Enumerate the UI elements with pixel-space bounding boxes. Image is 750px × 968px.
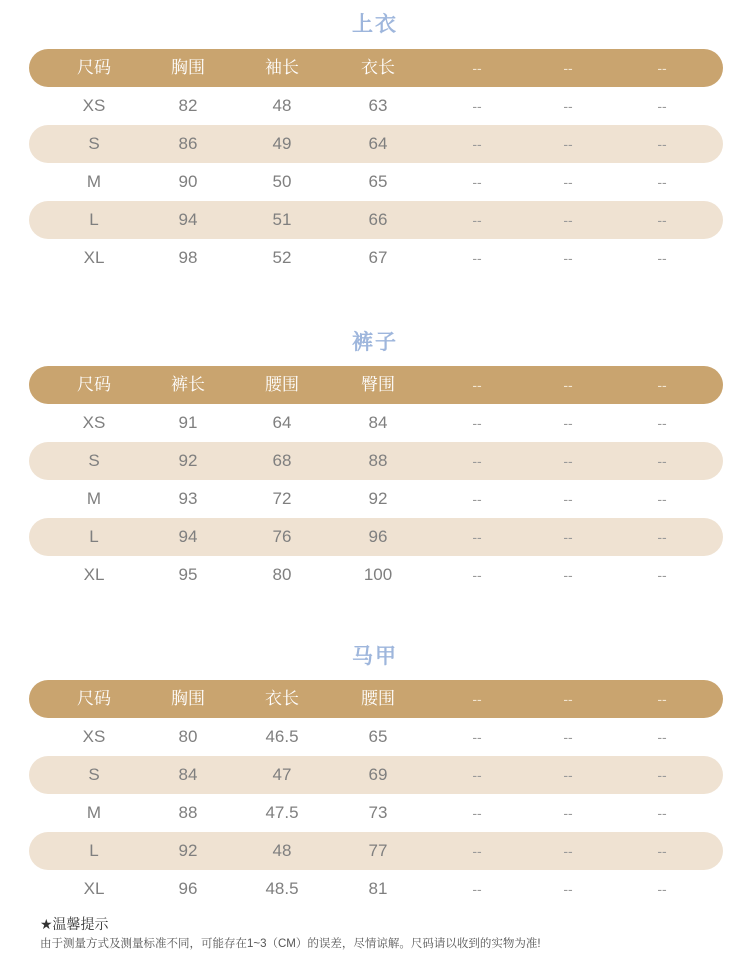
table-cell: -- [563, 567, 573, 583]
table-row [29, 832, 723, 870]
table-cell: 86 [178, 134, 198, 153]
table-cell: 46.5 [265, 727, 299, 746]
table-cell: 76 [272, 527, 292, 546]
table-cell: 73 [368, 803, 388, 822]
table-cell: -- [472, 453, 482, 469]
table-header-row [29, 366, 723, 404]
table-cell: M [86, 489, 102, 508]
table-cell: -- [657, 174, 667, 190]
table-cell: M [86, 172, 102, 191]
table-cell: 66 [368, 210, 388, 229]
table-cell: L [89, 527, 99, 546]
table-cell: -- [472, 567, 482, 583]
header-cell: -- [472, 691, 482, 707]
table-cell: 63 [368, 96, 388, 115]
table-cell: -- [563, 729, 573, 745]
header-cell: 衣长 [361, 58, 395, 77]
header-cell: -- [472, 60, 482, 76]
header-cell: 腰围 [361, 689, 395, 708]
table-cell: 64 [368, 134, 388, 153]
header-cell: 尺码 [77, 689, 111, 708]
section-title: 上衣 [352, 13, 398, 36]
table-cell: -- [563, 212, 573, 228]
table-row [29, 518, 723, 556]
table-cell: 67 [368, 248, 388, 267]
header-cell: 尺码 [77, 58, 111, 77]
table-cell: 93 [178, 489, 198, 508]
table-cell: XL [83, 879, 105, 898]
size-table [29, 680, 723, 908]
table-cell: -- [472, 212, 482, 228]
tip-text: 由于测量方式及测量标准不同，可能存在1~3（CM）的误差，尽情谅解。尺码请以收到的实物为准! [40, 938, 541, 950]
header-cell: 胸围 [171, 689, 205, 708]
table-row [29, 870, 723, 908]
table-cell: 91 [178, 413, 198, 432]
header-cell: 袖长 [265, 58, 299, 77]
table-cell: -- [657, 529, 667, 545]
header-cell: -- [657, 60, 667, 76]
table-row [29, 756, 723, 794]
table-row [29, 556, 723, 594]
table-row [29, 125, 723, 163]
table-cell: -- [472, 415, 482, 431]
table-header-row [29, 680, 723, 718]
table-cell: 81 [368, 879, 388, 898]
table-cell: 72 [272, 489, 292, 508]
table-cell: 96 [368, 527, 388, 546]
header-cell: 腰围 [265, 375, 299, 394]
table-row [29, 163, 723, 201]
table-cell: S [88, 765, 100, 784]
table-cell: 48.5 [265, 879, 299, 898]
header-cell: -- [563, 691, 573, 707]
table-cell: 98 [178, 248, 198, 267]
header-cell: 臀围 [361, 375, 395, 394]
table-cell: 48 [272, 96, 292, 115]
table-cell: -- [563, 98, 573, 114]
table-cell: -- [472, 529, 482, 545]
table-cell: -- [657, 453, 667, 469]
table-cell: -- [472, 767, 482, 783]
table-cell: 94 [178, 527, 198, 546]
table-cell: -- [657, 491, 667, 507]
table-cell: -- [563, 805, 573, 821]
table-cell: 92 [178, 451, 198, 470]
header-cell: 衣长 [265, 689, 299, 708]
table-cell: -- [472, 174, 482, 190]
table-cell: -- [563, 529, 573, 545]
table-cell: XL [83, 248, 105, 267]
table-cell: -- [657, 767, 667, 783]
table-cell: 48 [272, 841, 292, 860]
table-cell: 77 [368, 841, 388, 860]
table-cell: 84 [178, 765, 198, 784]
table-cell: -- [657, 136, 667, 152]
table-cell: 92 [178, 841, 198, 860]
table-cell: -- [563, 250, 573, 266]
table-cell: L [89, 841, 99, 860]
table-cell: 69 [368, 765, 388, 784]
table-cell: -- [657, 250, 667, 266]
table-cell: -- [472, 729, 482, 745]
table-cell: -- [563, 843, 573, 859]
table-cell: -- [657, 729, 667, 745]
table-cell: -- [657, 567, 667, 583]
table-cell: -- [563, 136, 573, 152]
table-header-row [29, 49, 723, 87]
table-cell: M [86, 803, 102, 822]
table-cell: 47.5 [265, 803, 299, 822]
table-cell: -- [472, 843, 482, 859]
table-cell: -- [657, 212, 667, 228]
table-cell: 80 [178, 727, 198, 746]
table-cell: 96 [178, 879, 198, 898]
header-cell: -- [657, 377, 667, 393]
table-row [29, 404, 723, 442]
table-cell: 65 [368, 172, 388, 191]
table-cell: XS [82, 96, 106, 115]
table-cell: -- [563, 453, 573, 469]
section-title: 马甲 [352, 645, 398, 668]
table-cell: -- [657, 843, 667, 859]
table-cell: -- [563, 174, 573, 190]
header-cell: 胸围 [171, 58, 205, 77]
table-cell: 82 [178, 96, 198, 115]
table-cell: 52 [272, 248, 292, 267]
table-cell: 95 [178, 565, 198, 584]
table-cell: -- [657, 415, 667, 431]
table-cell: 47 [272, 765, 292, 784]
table-cell: 92 [368, 489, 388, 508]
size-table [29, 366, 723, 594]
table-cell: XL [83, 565, 105, 584]
table-row [29, 442, 723, 480]
table-cell: S [88, 134, 100, 153]
table-cell: -- [472, 805, 482, 821]
table-cell: 100 [363, 565, 393, 584]
table-cell: 84 [368, 413, 388, 432]
table-cell: S [88, 451, 100, 470]
header-cell: 尺码 [77, 375, 111, 394]
table-cell: 50 [272, 172, 292, 191]
table-cell: -- [472, 136, 482, 152]
table-cell: -- [563, 767, 573, 783]
table-cell: -- [472, 491, 482, 507]
table-cell: 88 [368, 451, 388, 470]
section-title: 裤子 [352, 331, 398, 354]
table-row [29, 239, 723, 277]
table-row [29, 794, 723, 832]
table-row [29, 201, 723, 239]
table-cell: 90 [178, 172, 198, 191]
table-cell: -- [472, 98, 482, 114]
table-cell: -- [563, 491, 573, 507]
header-cell: -- [472, 377, 482, 393]
table-cell: 65 [368, 727, 388, 746]
table-cell: XS [82, 413, 106, 432]
header-cell: -- [563, 377, 573, 393]
table-cell: XS [82, 727, 106, 746]
table-cell: -- [657, 98, 667, 114]
table-row [29, 718, 723, 756]
table-cell: 94 [178, 210, 198, 229]
table-row [29, 480, 723, 518]
table-cell: 80 [272, 565, 292, 584]
table-cell: 64 [272, 413, 292, 432]
table-cell: -- [472, 881, 482, 897]
table-row [29, 87, 723, 125]
header-cell: -- [657, 691, 667, 707]
table-cell: -- [563, 415, 573, 431]
header-cell: -- [563, 60, 573, 76]
table-cell: 49 [272, 134, 292, 153]
size-table [29, 49, 723, 277]
table-cell: 88 [178, 803, 198, 822]
header-cell: 裤长 [171, 375, 205, 394]
table-cell: 51 [272, 210, 292, 229]
table-cell: -- [563, 881, 573, 897]
table-cell: 68 [272, 451, 292, 470]
table-cell: -- [657, 805, 667, 821]
table-cell: -- [472, 250, 482, 266]
table-cell: -- [657, 881, 667, 897]
tip-title: ★温馨提示 [40, 916, 109, 932]
table-cell: L [89, 210, 99, 229]
